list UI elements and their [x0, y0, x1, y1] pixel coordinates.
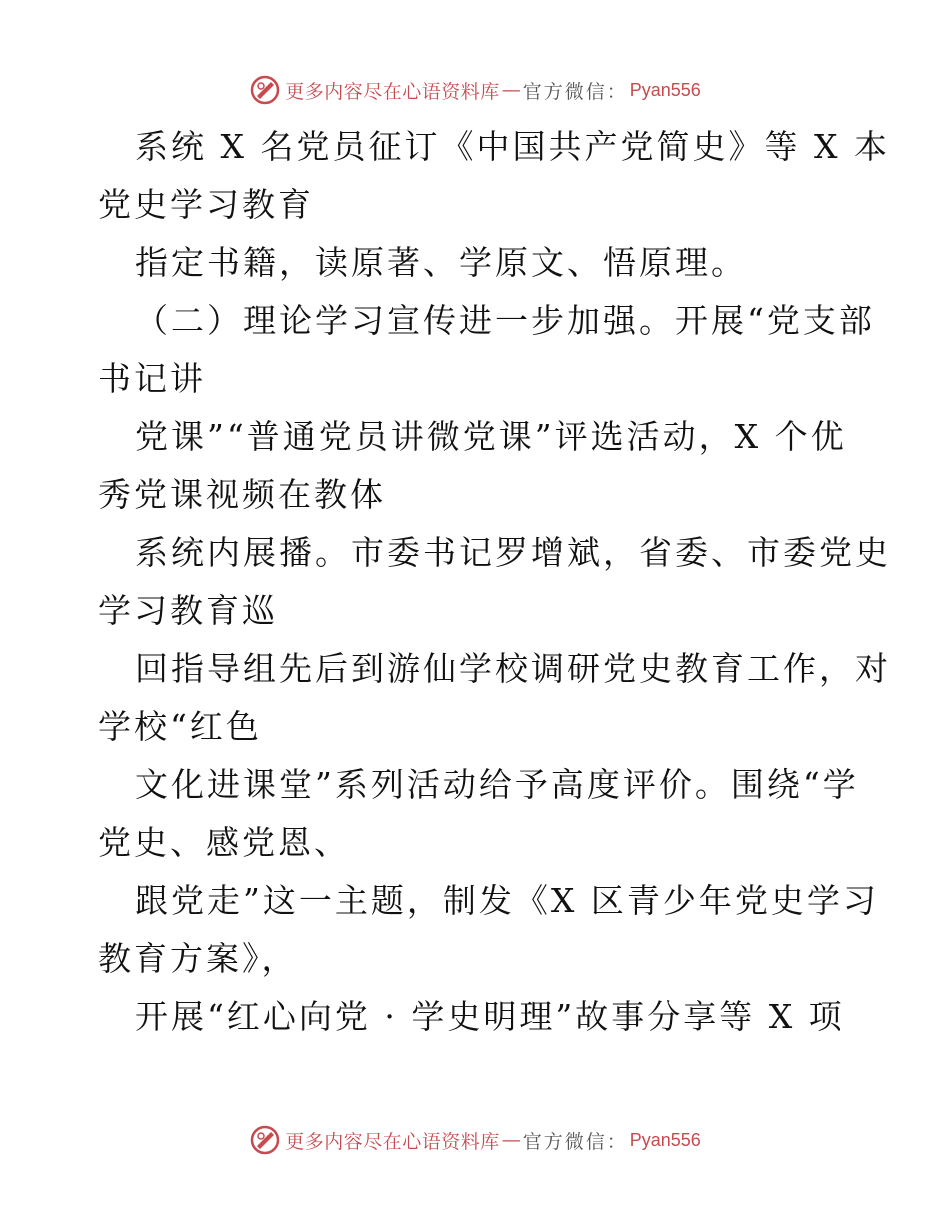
watermark-official: 官方微信：: [522, 80, 628, 103]
text-line: 系统内展播。市委书记罗增斌，省委、市委党史: [135, 533, 891, 572]
watermark-handle: Pyan556: [629, 1129, 701, 1150]
watermark-header: [0, 70, 950, 110]
text-line: 系统 X 名党员征订《中国共产党简史》等 X 本: [135, 127, 890, 166]
text-line: 教育方案》，: [98, 939, 298, 978]
text-line: 秀党课视频在教体: [98, 475, 386, 514]
document-body: [98, 118, 891, 1046]
text-line: 文化进课堂”系列活动给予高度评价。围绕“学: [135, 765, 859, 804]
text-line: 学习教育巡: [98, 591, 278, 630]
watermark-footer: [0, 1120, 950, 1160]
watermark-official: 官方微信：: [522, 1130, 628, 1153]
text-line: 党课”“普通党员讲微党课”评选活动，X 个优: [135, 417, 847, 456]
watermark-brand: 更多内容尽在心语资料库: [285, 1130, 500, 1153]
text-line: 学校“红色: [98, 707, 262, 746]
watermark-handle: Pyan556: [629, 79, 701, 100]
text-line: 党史、感党恩、: [98, 823, 350, 862]
watermark-dash: —: [501, 79, 521, 101]
watermark-brand: 更多内容尽在心语资料库: [285, 80, 500, 103]
text-line: 回指导组先后到游仙学校调研党史教育工作，对: [135, 649, 891, 688]
text-line: （二）理论学习宣传进一步加强。开展“党支部: [135, 301, 875, 340]
logo-icon: [249, 1124, 281, 1156]
text-line: 指定书籍，读原著、学原文、悟原理。: [135, 243, 747, 282]
text-line: 跟党走”这一主题，制发《X 区青少年党史学习: [135, 881, 879, 920]
text-line: 开展“红心向党 · 学史明理”故事分享等 X 项: [135, 997, 845, 1036]
text-line: 书记讲: [98, 359, 206, 398]
text-line: 党史学习教育: [98, 185, 314, 224]
logo-icon: [249, 74, 281, 106]
watermark-dash: —: [501, 1129, 521, 1151]
